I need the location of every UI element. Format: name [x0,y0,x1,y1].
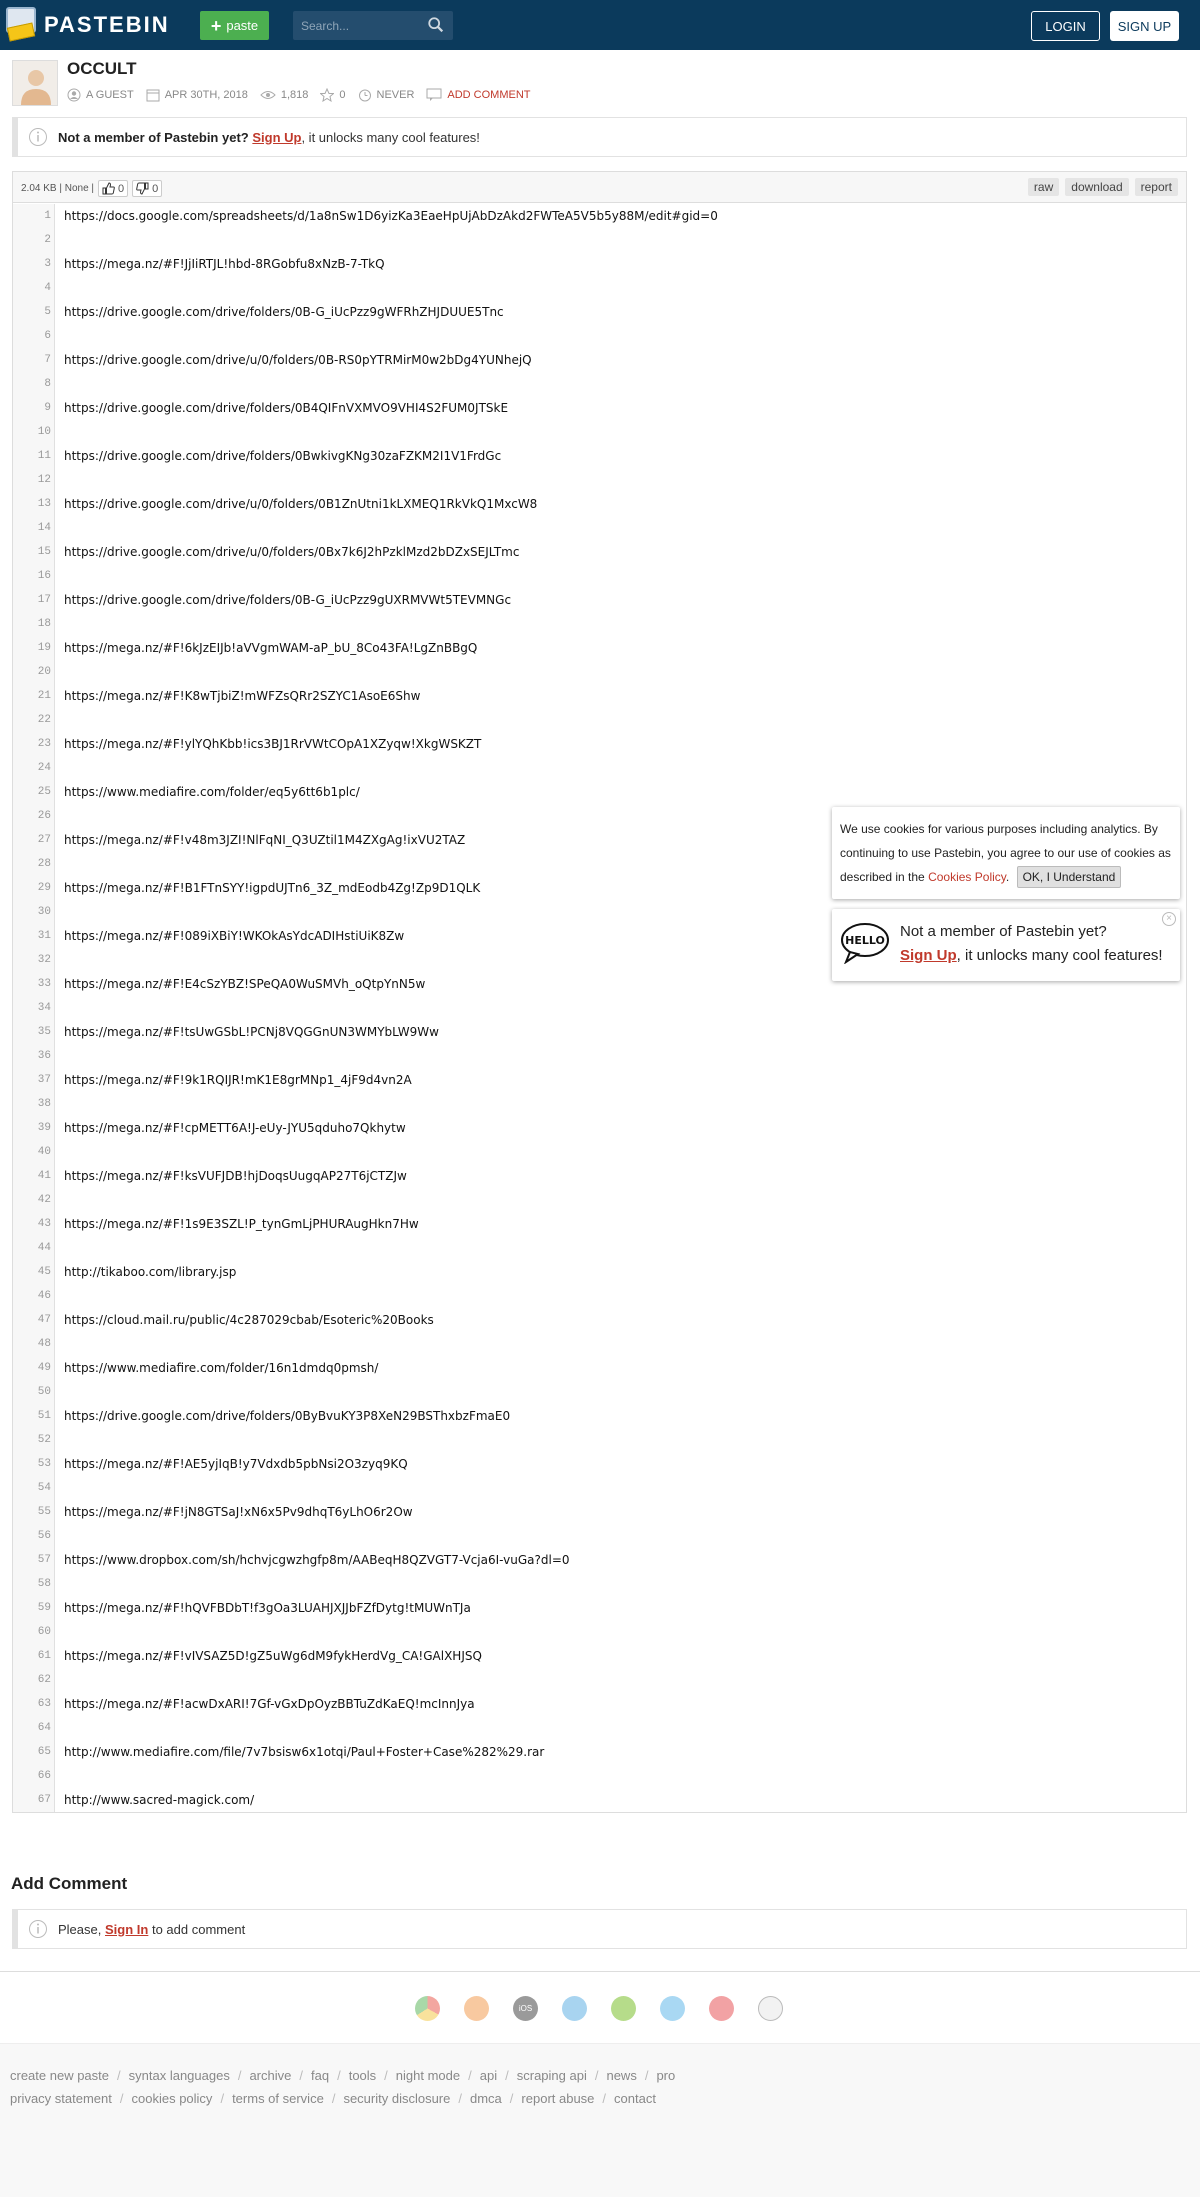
footer-separator: / [594,2068,599,2083]
footer-separator: / [299,2068,303,2083]
line-number: 61 [37,1650,51,1662]
ios-icon[interactable]: iOS [513,1996,538,2021]
code-line-text[interactable]: https://mega.nz/#F!E4cSzYBZ!SPeQA0WuSMVh_oQtpYnN5w [64,977,426,991]
line-number: 42 [37,1194,51,1206]
line-number: 59 [37,1602,51,1614]
code-line-text[interactable]: https://mega.nz/#F!K8wTjbiZ!mWFZsQRr2SZYC1AsoE6Shw [64,689,421,703]
line-number: 16 [37,570,51,582]
line-number: 20 [37,666,51,678]
footer-link[interactable]: night mode [395,2068,461,2083]
footer-separator: / [237,2068,242,2083]
code-line [13,1428,1186,1452]
footer-separator: / [117,2068,121,2083]
search-icon[interactable] [427,16,445,34]
footer-link[interactable]: tools [348,2068,377,2083]
footer-separator: / [458,2091,462,2106]
star-icon [320,88,334,102]
paste-date: APR 30TH, 2018 [164,89,248,101]
code-line [13,1332,1186,1356]
search-box [293,11,453,40]
code-line-text[interactable]: https://mega.nz/#F!jN8GTSaJ!xN6x5Pv9dhqT6yLhO6r2Ow [64,1505,413,1519]
line-number: 27 [37,834,51,846]
line-number: 9 [44,402,51,414]
code-line-text[interactable]: https://drive.google.com/drive/folders/0B4QIFnVXMVO9VHI4S2FUM0JTSkE [64,401,509,415]
code-line [13,420,1186,444]
code-line [13,492,1186,516]
code-line-text[interactable]: https://drive.google.com/drive/u/0/folders/0B-RS0pYTRMirM0w2bDg4YUNhejQ [64,353,532,367]
line-number: 18 [37,618,51,630]
line-number: 41 [37,1170,51,1182]
signin-rest: to add comment [151,1921,246,1937]
code-line-text[interactable]: http://www.sacred-magick.com/ [64,1793,255,1807]
code-line-text[interactable]: https://drive.google.com/drive/folders/0BwkivgKNg30zaFZKM2I1V1FrdGc [64,449,502,463]
new-paste-label: paste [226,18,259,33]
footer-link[interactable]: news [606,2068,637,2083]
code-line [13,1044,1186,1068]
footer-separator: / [331,2091,336,2106]
line-number: 30 [37,906,51,918]
code-line [13,756,1186,780]
line-number: 32 [37,954,51,966]
raw-button[interactable]: raw [1028,178,1059,196]
code-line [13,1212,1186,1236]
code-line [13,660,1186,684]
code-line [13,396,1186,420]
info-icon [28,1919,48,1939]
footer-separator: / [509,2091,514,2106]
line-number: 60 [37,1626,51,1638]
like-count: 0 [118,182,125,195]
twitter-icon[interactable] [660,1996,685,2021]
thumbs-down-icon [136,182,149,195]
code-line [13,1068,1186,1092]
code-line [13,1620,1186,1644]
code-line [13,228,1186,252]
code-line-text[interactable]: https://www.mediafire.com/folder/16n1dmdq0pmsh/ [64,1361,379,1375]
line-number: 24 [37,762,51,774]
guest-avatar-icon [13,61,58,106]
footer-link[interactable]: contact [614,2091,656,2106]
code-line-text[interactable]: https://drive.google.com/drive/folders/0B-G_iUcPzz9gWFRhZHJDUUE5Tnc [64,305,504,319]
code-line-text[interactable]: https://mega.nz/#F!acwDxARI!7Gf-vGxDpOyzBBTuZdKaEQ!mcInnJya [64,1697,475,1711]
cookie-text: We use cookies for various purposes including analytics. By continuing to use Pastebin, you agree to our use of cookies as described in the [840,822,1171,884]
line-number: 25 [37,786,51,798]
footer-link[interactable]: security disclosure [343,2091,451,2106]
code-line-text[interactable]: http://tikaboo.com/library.jsp [64,1265,237,1279]
paste-views: 1,818 [280,89,309,101]
opera-icon[interactable] [709,1996,734,2021]
line-number: 13 [37,498,51,510]
code-line [13,1524,1186,1548]
code-line [13,1572,1186,1596]
brand-name[interactable]: PASTEBIN [44,12,170,37]
line-number: 31 [37,930,51,942]
hello-signup-popup [832,909,1180,981]
code-line [13,1164,1186,1188]
line-number: 3 [44,258,51,270]
code-line [13,1116,1186,1140]
line-number: 10 [37,426,51,438]
code-line-text[interactable]: https://mega.nz/#F!v48m3JZI!NlFqNI_Q3UZtil1M4ZXgAg!ixVU2TAZ [64,833,466,847]
paste-size-syntax: 2.04 KB | None | [21,183,95,194]
code-line [13,1692,1186,1716]
code-line [13,444,1186,468]
please-text: Please, [58,1921,102,1937]
line-number: 50 [37,1386,51,1398]
line-number: 62 [37,1674,51,1686]
line-number: 58 [37,1578,51,1590]
new-paste-button[interactable] [200,11,269,40]
footer-separator: / [644,2068,649,2083]
footer-link[interactable]: cookies policy [131,2091,213,2106]
paste-stars: 0 [339,89,346,101]
line-number: 49 [37,1362,51,1374]
line-number: 19 [37,642,51,654]
line-number: 37 [37,1074,51,1086]
line-number: 8 [44,378,51,390]
notice-bold-text: Not a member of Pastebin yet? [58,129,249,145]
dislike-count: 0 [152,182,159,195]
line-number: 12 [37,474,51,486]
line-number: 54 [37,1482,51,1494]
code-line [13,1716,1186,1740]
thumbs-up-icon [102,182,115,195]
line-number: 38 [37,1098,51,1110]
cookie-period: . [1005,870,1010,884]
code-line [13,1548,1186,1572]
line-number: 28 [37,858,51,870]
line-number: 52 [37,1434,51,1446]
code-line [13,636,1186,660]
like-button[interactable] [98,180,128,197]
code-line [13,1380,1186,1404]
line-number: 35 [37,1026,51,1038]
line-number: 44 [37,1242,51,1254]
code-line-text[interactable]: https://www.dropbox.com/sh/hchvjcgwzhgfp8m/AABeqH8QZVGT7-Vcja6I-vuGa?dl=0 [64,1553,570,1567]
cookie-popup [832,807,1180,899]
hello-signup-link[interactable]: Sign Up [900,947,957,964]
hello-bubble-icon [840,922,890,964]
line-number: 6 [44,330,51,342]
line-number: 14 [37,522,51,534]
code-line [13,708,1186,732]
code-line-text[interactable]: https://mega.nz/#F!tsUwGSbL!PCNj8VQGGnUN3WMYbLW9Ww [64,1025,439,1039]
code-line-text[interactable]: https://mega.nz/#F!JjIiRTJL!hbd-8RGobfu8xNzB-7-TkQ [64,257,385,271]
code-line [13,1188,1186,1212]
firefox-icon[interactable] [464,1996,489,2021]
paste-author[interactable]: A GUEST [86,89,134,101]
line-number: 5 [44,306,51,318]
code-line [13,468,1186,492]
code-line [13,1788,1186,1812]
footer-link[interactable]: scraping api [516,2068,587,2083]
expiry-icon [358,88,372,102]
line-number: 21 [37,690,51,702]
eye-icon [260,88,276,102]
search-input[interactable] [293,11,423,40]
hello-line2-rest: , it unlocks many cool features! [956,947,1163,964]
code-line [13,300,1186,324]
code-line [13,1764,1186,1788]
line-number: 22 [37,714,51,726]
code-line-text[interactable]: https://mega.nz/#F!AE5yjIqB!y7Vdxdb5pbNsi2O3zyq9KQ [64,1457,408,1471]
cookies-policy-link[interactable]: Cookies Policy [928,870,1006,884]
paste-meta [67,88,543,102]
line-number: 4 [44,282,51,294]
line-number: 47 [37,1314,51,1326]
code-line-text[interactable]: https://drive.google.com/drive/folders/0B-G_iUcPzz9gUXRMVWt5TEVMNGc [64,593,512,607]
code-line-text[interactable]: https://mega.nz/#F!1s9E3SZL!P_tynGmLjPHURAugHkn7Hw [64,1217,419,1231]
line-number: 36 [37,1050,51,1062]
code-box [12,171,1187,1813]
footer-link[interactable]: privacy statement [10,2091,112,2106]
code-line-text[interactable]: https://mega.nz/#F!cpMETT6A!J-eUy-JYU5qduho7Qkhytw [64,1121,406,1135]
footer-separator: / [220,2091,225,2106]
code-line [13,1092,1186,1116]
line-number: 64 [37,1722,51,1734]
footer-separator: / [384,2068,388,2083]
code-line-text[interactable]: https://mega.nz/#F!6kJzEIJb!aVVgmWAM-aP_bU_8Co43FA!LgZnBBgQ [64,641,478,655]
code-line-text[interactable]: https://mega.nz/#F!hQVFBDbT!f3gOa3LUAHJXJJbFZfDytg!tMUWnTJa [64,1601,471,1615]
footer-separator: / [468,2068,472,2083]
footer-links-row1 [10,2068,675,2083]
code-line [13,1260,1186,1284]
code-line [13,1020,1186,1044]
hello-line1: Not a member of Pastebin yet? [900,923,1107,940]
footer-separator: / [602,2091,607,2106]
signin-notice [12,1909,1187,1949]
page-divider [0,1971,1200,1972]
code-line-text[interactable]: https://drive.google.com/drive/u/0/folders/0Bx7k6J2hPzklMzd2bDZxSEJLTmc [64,545,520,559]
code-line-text[interactable]: https://mega.nz/#F!ylYQhKbb!ics3BJ1RrVWtCOpA1XZyqw!XkgWSKZT [64,737,482,751]
code-line [13,1596,1186,1620]
code-line [13,372,1186,396]
code-line [13,684,1186,708]
code-line [13,1308,1186,1332]
footer-separator: / [337,2068,341,2083]
code-line [13,252,1186,276]
footer-link[interactable]: create new paste [10,2068,110,2083]
chrome-icon[interactable] [415,1996,440,2021]
footer-link[interactable]: archive [249,2068,292,2083]
code-line-text[interactable]: https://mega.nz/#F!089iXBiY!WKOkAsYdcADIHstiUiK8Zw [64,929,405,943]
line-number: 2 [44,234,51,246]
line-number: 33 [37,978,51,990]
add-comment-link[interactable]: ADD COMMENT [447,89,531,101]
line-number: 17 [37,594,51,606]
code-line [13,1500,1186,1524]
line-number: 46 [37,1290,51,1302]
code-line [13,564,1186,588]
footer-links-row2 [10,2091,656,2106]
signin-link[interactable]: Sign In [105,1921,149,1937]
line-number: 29 [37,882,51,894]
user-icon [67,88,81,102]
line-number: 26 [37,810,51,822]
line-number: 48 [37,1338,51,1350]
code-line [13,780,1186,804]
code-line-text[interactable]: https://drive.google.com/drive/folders/0ByBvuKY3P8XeN29BSThxbzFmaE0 [64,1409,511,1423]
line-number: 40 [37,1146,51,1158]
code-line [13,612,1186,636]
line-number: 67 [37,1794,51,1806]
footer-link[interactable]: faq [311,2068,330,2083]
signup-button[interactable]: SIGN UP [1110,11,1179,41]
android-icon[interactable] [611,1996,636,2021]
windows-icon[interactable] [562,1996,587,2021]
footer-link[interactable]: report abuse [521,2091,595,2106]
paste-expiry: NEVER [376,89,415,101]
code-line [13,516,1186,540]
pastebin-logo-icon[interactable] [4,5,38,43]
code-line-text[interactable]: https://cloud.mail.ru/public/4c287029cbab/Esoteric%20Books [64,1313,434,1327]
footer-link[interactable]: api [479,2068,498,2083]
code-line [13,1452,1186,1476]
footer-link[interactable]: terms of service [232,2091,324,2106]
code-line-text[interactable]: https://mega.nz/#F!9k1RQIJR!mK1E8grMNp1_4jF9d4vn2A [64,1073,412,1087]
footer-link[interactable]: dmca [470,2091,502,2106]
footer-separator: / [505,2068,509,2083]
line-number: 11 [37,450,51,462]
code-header [13,172,1186,203]
code-line [13,1356,1186,1380]
code-line-text[interactable]: http://www.mediafire.com/file/7v7bsisw6x1otqi/Paul+Foster+Case%282%29.rar [64,1745,545,1759]
app-icons-row [415,1996,783,2021]
calendar-icon [146,88,160,102]
code-line [13,588,1186,612]
code-line [13,348,1186,372]
code-line-text[interactable]: https://docs.google.com/spreadsheets/d/1a8nSw1D6yizKa3EaeHpUjAbDzAkd2FWTeA5V5b5y88M/edit#gid=0 [64,209,718,223]
tor-icon[interactable] [758,1996,783,2021]
code-line-text[interactable]: https://mega.nz/#F!vIVSAZ5D!gZ5uWg6dM9fykHerdVg_CA!GAlXHJSQ [64,1649,482,1663]
line-number: 15 [37,546,51,558]
cookie-ok-button[interactable]: OK, I Understand [1017,866,1122,888]
code-line-text[interactable]: https://mega.nz/#F!B1FTnSYY!igpdUJTn6_3Z_mdEodb4Zg!Zp9D1QLK [64,881,481,895]
login-button[interactable]: LOGIN [1031,11,1100,41]
header-bar [0,0,1200,50]
line-number: 55 [37,1506,51,1518]
svg-text:HELLO: HELLO [845,934,885,947]
notice-rest-text: , it unlocks many cool features! [301,129,480,145]
code-line [13,540,1186,564]
code-line [13,996,1186,1020]
code-line [13,324,1186,348]
line-number: 66 [37,1770,51,1782]
code-line [13,1140,1186,1164]
signup-notice [12,117,1187,157]
code-line [13,1404,1186,1428]
code-line [13,276,1186,300]
line-number: 63 [37,1698,51,1710]
code-line-text[interactable]: https://drive.google.com/drive/u/0/folders/0B1ZnUtni1kLXMEQ1RkVkQ1MxcW8 [64,497,538,511]
line-number: 65 [37,1746,51,1758]
code-line [13,1668,1186,1692]
line-number: 51 [37,1410,51,1422]
add-comment-title: Add Comment [11,1874,128,1893]
code-line-text[interactable]: https://www.mediafire.com/folder/eq5y6tt6b1plc/ [64,785,360,799]
close-icon[interactable]: × [1162,912,1176,926]
line-number: 39 [37,1122,51,1134]
footer-separator: / [119,2091,124,2106]
notice-signup-link[interactable]: Sign Up [252,129,302,145]
code-line [13,204,1186,228]
comment-icon [426,88,442,102]
avatar [12,60,58,106]
footer [0,2043,1200,2197]
line-number: 23 [37,738,51,750]
code-line-text[interactable]: https://mega.nz/#F!ksVUFJDB!hjDoqsUugqAP27T6jCTZJw [64,1169,407,1183]
code-line [13,1644,1186,1668]
download-button[interactable]: download [1065,178,1128,196]
paste-title: OCCULT [67,59,137,78]
footer-link[interactable]: pro [656,2068,676,2083]
dislike-button[interactable] [132,180,162,197]
line-number: 53 [37,1458,51,1470]
line-number: 43 [37,1218,51,1230]
plus-icon: + [210,15,222,36]
info-icon [28,127,48,147]
code-line [13,1476,1186,1500]
code-line [13,732,1186,756]
footer-link[interactable]: syntax languages [128,2068,230,2083]
line-number: 56 [37,1530,51,1542]
line-number: 7 [44,354,51,366]
code-line [13,1740,1186,1764]
line-number: 57 [37,1554,51,1566]
code-line [13,1284,1186,1308]
code-line [13,1236,1186,1260]
line-number: 45 [37,1266,51,1278]
line-number: 34 [37,1002,51,1014]
line-number: 1 [44,210,51,222]
report-button[interactable]: report [1135,178,1178,196]
